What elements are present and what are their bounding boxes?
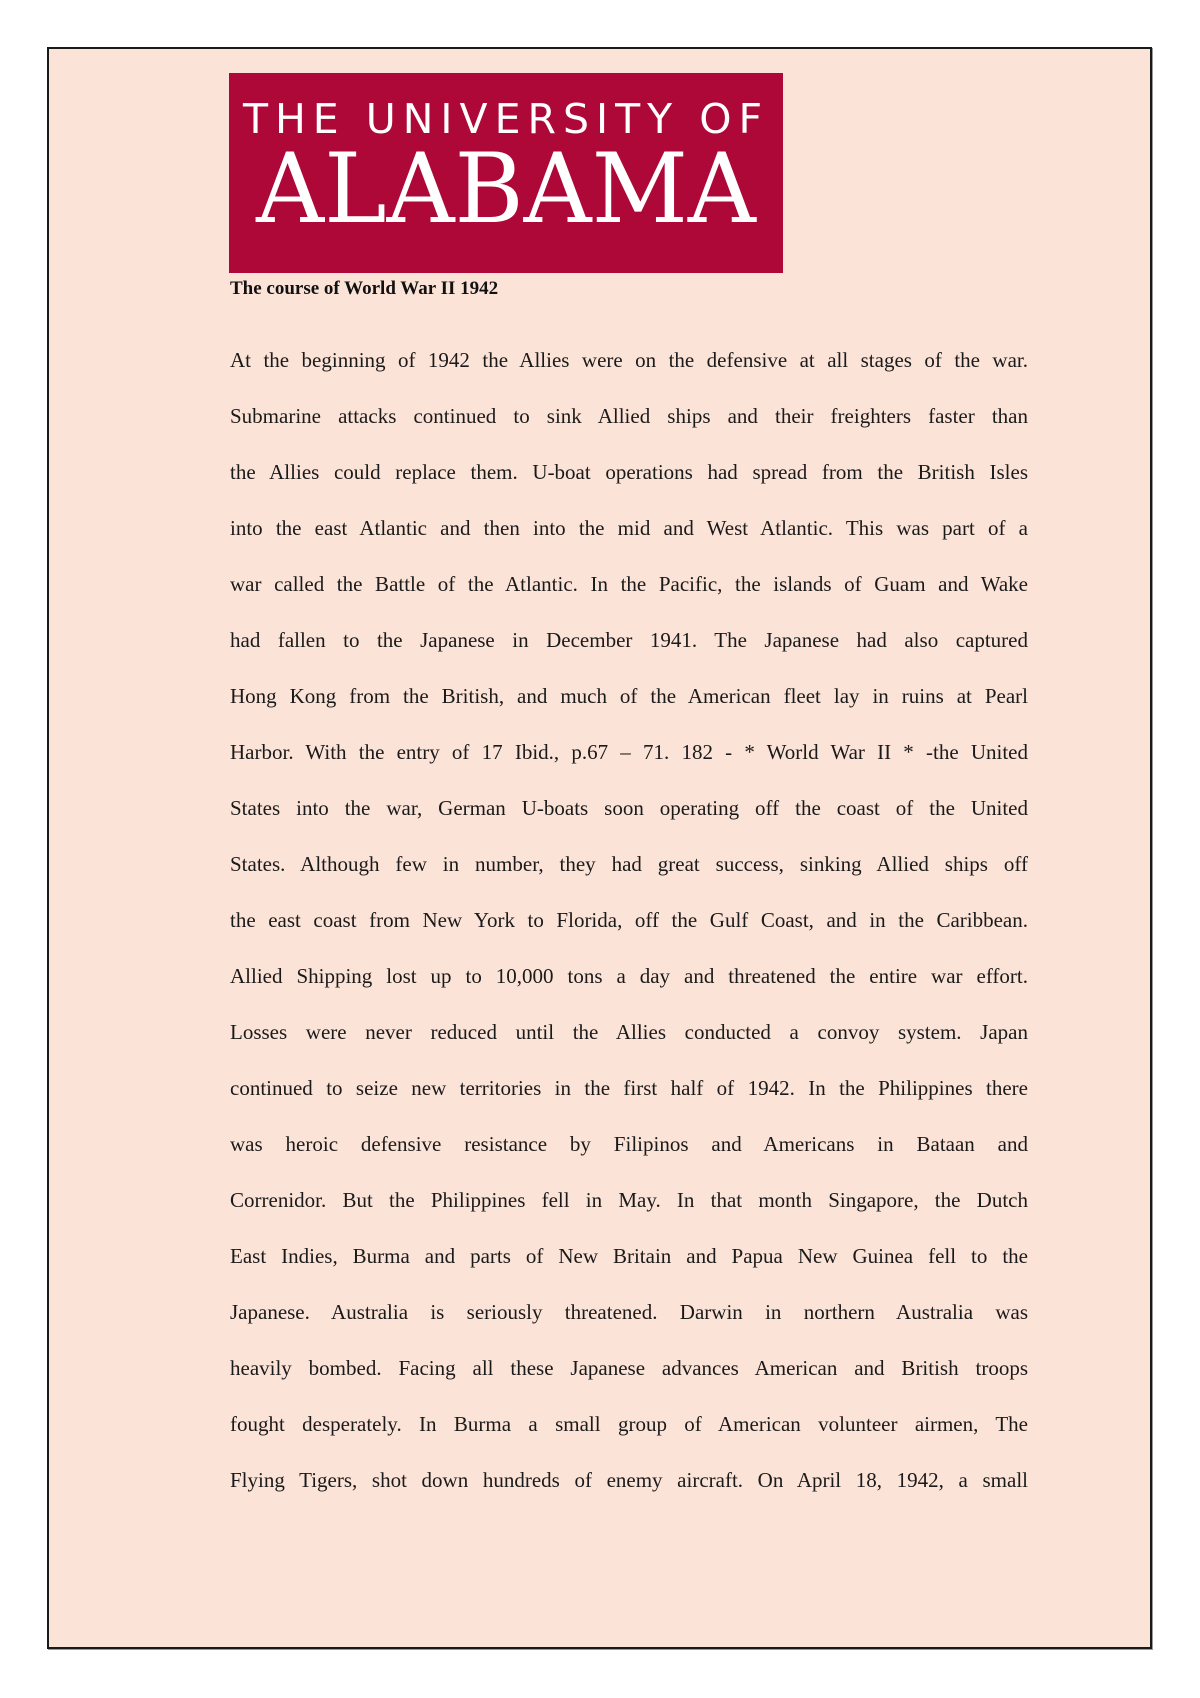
text-line-content: war called the Battle of the Atlantic. In the Pacific, the islands of Guam and Wake (230, 572, 1028, 596)
text-line-content: the east coast from New York to Florida, off the Gulf Coast, and in the Caribbean. (230, 908, 1028, 932)
text-line-content: States into the war, German U-boats soon operating off the coast of the United (230, 796, 1028, 820)
text-line (230, 961, 1028, 1017)
document-title: The course of World War II 1942 (230, 278, 499, 299)
document-page (47, 47, 1152, 1649)
text-line (230, 849, 1028, 905)
text-line (230, 1465, 1028, 1521)
text-line (230, 1185, 1028, 1241)
text-line (230, 1297, 1028, 1353)
text-line-content: the Allies could replace them. U-boat operations had spread from the British Isles (230, 460, 1028, 484)
text-line-content: fought desperately. In Burma a small group of American volunteer airmen, The (230, 1412, 1028, 1436)
text-line-content: East Indies, Burma and parts of New Britain and Papua New Guinea fell to the (230, 1244, 1028, 1268)
text-line (230, 1409, 1028, 1465)
text-line (230, 793, 1028, 849)
text-line (230, 1353, 1028, 1409)
text-line-content: continued to seize new territories in the first half of 1942. In the Philippines there (230, 1076, 1028, 1100)
text-line (230, 1129, 1028, 1185)
text-line (230, 569, 1028, 625)
text-line-content: At the beginning of 1942 the Allies were on the defensive at all stages of the war. (230, 348, 1028, 372)
text-line-content: had fallen to the Japanese in December 1941. The Japanese had also captured (230, 628, 1028, 652)
text-line (230, 737, 1028, 793)
text-line-content: Allied Shipping lost up to 10,000 tons a day and threatened the entire war effort. (230, 964, 1028, 988)
text-line-content: Hong Kong from the British, and much of the American fleet lay in ruins at Pearl (230, 684, 1028, 708)
text-line (230, 625, 1028, 681)
text-line-content: Losses were never reduced until the Allies conducted a convoy system. Japan (230, 1020, 1028, 1044)
text-line-content: into the east Atlantic and then into the mid and West Atlantic. This was part of a (230, 516, 1028, 540)
logo-line-university-of: THE UNIVERSITY OF (242, 95, 770, 143)
text-line-content: Flying Tigers, shot down hundreds of enemy aircraft. On April 18, 1942, a small (230, 1468, 1028, 1492)
text-line (230, 345, 1028, 401)
university-logo (229, 73, 783, 273)
text-line (230, 1241, 1028, 1297)
text-line-content: States. Although few in number, they had great success, sinking Allied ships off (230, 852, 1028, 876)
text-line (230, 1017, 1028, 1073)
text-line-content: was heroic defensive resistance by Filipinos and Americans in Bataan and (230, 1132, 1028, 1156)
text-line (230, 681, 1028, 737)
text-line-content: Harbor. With the entry of 17 Ibid., p.67 – 71. 182 - * World War II * -the United (230, 740, 1028, 764)
text-line-content: heavily bombed. Facing all these Japanese advances American and British troops (230, 1356, 1028, 1380)
body-paragraph (230, 345, 1028, 1521)
text-line (230, 905, 1028, 961)
text-line-content: Submarine attacks continued to sink Allied ships and their freighters faster than (230, 404, 1028, 428)
text-line (230, 1073, 1028, 1129)
logo-line-alabama: ALABAMA (256, 133, 756, 245)
text-line (230, 513, 1028, 569)
text-line-content: Correnidor. But the Philippines fell in May. In that month Singapore, the Dutch (230, 1188, 1028, 1212)
text-line (230, 457, 1028, 513)
text-line (230, 401, 1028, 457)
text-line-content: Japanese. Australia is seriously threatened. Darwin in northern Australia was (230, 1300, 1028, 1324)
